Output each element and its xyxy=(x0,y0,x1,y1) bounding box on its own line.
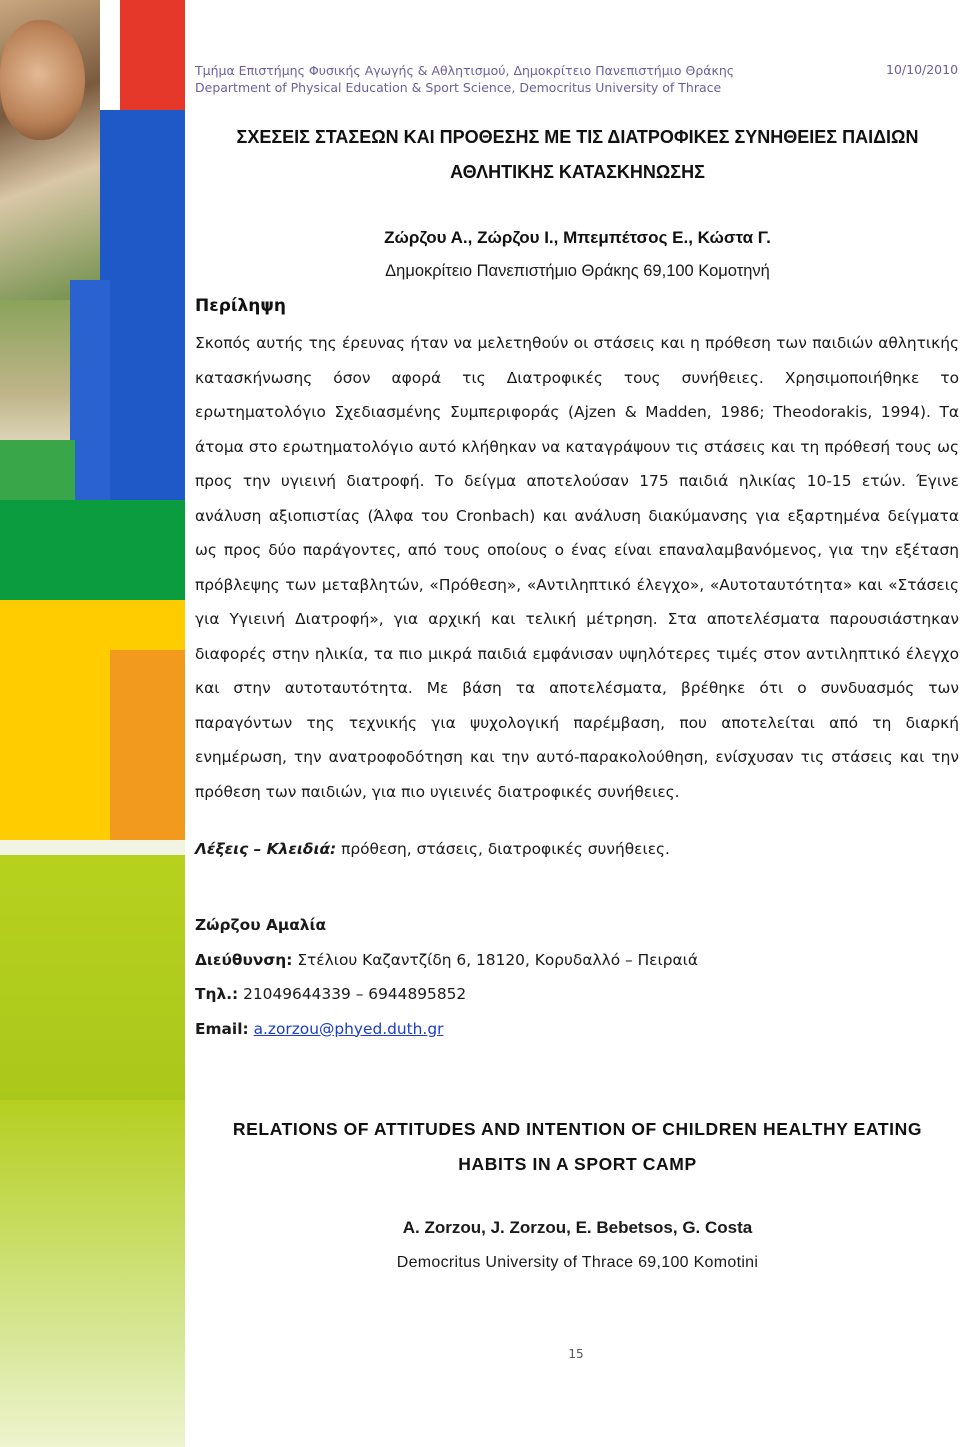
blue-band xyxy=(100,110,185,500)
english-authors: A. Zorzou, J. Zorzou, E. Bebetsos, G. Costa xyxy=(402,1218,753,1237)
blue-band-secondary xyxy=(70,280,110,500)
green-band xyxy=(0,500,185,600)
email-link[interactable]: a.zorzou@phyed.duth.gr xyxy=(253,1019,444,1038)
contact-name: Ζώρζου Αμαλία xyxy=(195,916,327,934)
running-header xyxy=(195,62,734,96)
abstract-heading: Περίληψη xyxy=(195,296,286,316)
keywords-label: Λέξεις – Κλειδιά: xyxy=(195,840,337,858)
address-label: Διεύθυνση: xyxy=(195,950,293,969)
greek-title xyxy=(195,120,960,190)
keywords xyxy=(195,840,960,858)
english-title-line2: HABITS IN A SPORT CAMP xyxy=(458,1154,697,1174)
english-affiliation: Democritus University of Thrace 69,100 Komotini xyxy=(396,1254,759,1271)
email-label: Email: xyxy=(195,1019,249,1038)
english-title xyxy=(195,1112,960,1182)
photo-strip-lower xyxy=(0,300,70,460)
greek-title-line1: ΣΧΕΣΕΙΣ ΣΤΑΣΕΩΝ ΚΑΙ ΠΡΟΘΕΣΗΣ ΜΕ ΤΙΣ ΔΙΑΤΡΟΦΙΚΕΣ ΣΥΝΗΘΕΙΕΣ ΠΑΙΔΙΩΝ xyxy=(236,127,919,147)
page-number: 15 xyxy=(568,1347,584,1361)
english-title-line1: RELATIONS OF ATTITUDES AND INTENTION OF CHILDREN HEALTHY EATING xyxy=(232,1119,923,1139)
header-date: 10/10/2010 xyxy=(886,62,959,77)
greek-authors: Ζώρζου Α., Ζώρζου Ι., Μπεμπέτσος Ε., Κώστα Γ. xyxy=(384,228,771,247)
abstract-paragraph: Σκοπός αυτής της έρευνας ήταν να μελετηθούν οι στάσεις και η πρόθεση των παιδιών αθλητικής κατασκήνωσης όσον αφορά τις Διατροφικές τους συνήθειες. Χρησιμοποιήθηκε το ερωτηματολόγιο Σχεδιασμένης Συμπεριφοράς (Ajzen & Madden, 1986; Theodorakis, 1994). Τα άτομα στο ερωτηματολόγιο αυτό κλήθηκαν να καταγράψουν τις στάσεις και τη πρόθεσή τους ως προς την υγιεινή διατροφή. Το δείγμα αποτελούσαν 175 παιδιά ηλικίας 10-15 ετών. Έγινε ανάλυση αξιοπιστίας (Άλφα του Cronbach) και ανάλυση διακύμανσης για εξαρτημένα δείγματα ως προς δύο παράγοντες, από τους οποίους ο ένας είναι επαναλαμβανόμενος, για την εξέταση πρόβλεψης των μεταβλητών, «Πρόθεση», «Αντιληπτικό έλεγχο», «Αυτοταυτότητα» και «Στάσεις για Υγιεινή Διατροφή», για αρχική και τελική μέτρηση. Στα αποτελέσματα παρουσιάστηκαν διαφορές στην ηλικία, τα πιο μικρά παιδιά εμφάνισαν υψηλότερες τιμές στον αντιληπτικό έλεγχο και στην αυτοταυτότητα. Με βάση τα αποτελέσματα, βρέθηκε ότι ο συνδυασμός των παραγόντων της τεχνικής για ψυχολογική παρέμβαση, που αποτελείται από τη διαρκή ενημέρωση, την ανατροφοδότηση και την αυτό-παρακολούθηση, ενίσχυσαν τις στάσεις και την πρόθεση των παιδιών, για πιο υγιεινές διατροφικές συνήθειες. xyxy=(195,334,959,801)
child-face-photo xyxy=(0,20,85,140)
lime-band-fade xyxy=(0,1100,185,1447)
abstract-body xyxy=(195,326,959,809)
address-text: Στέλιου Καζαντζίδη 6, 18120, Κορυδαλλό – Πειραιά xyxy=(292,950,698,969)
header-english: Department of Physical Education & Sport Science, Democritus University of Thrace xyxy=(195,80,722,95)
header-greek: Τμήμα Επιστήμης Φυσικής Αγωγής & Αθλητισμού, Δημοκρίτειο Πανεπιστήμιο Θράκης xyxy=(195,63,735,78)
greek-title-line2: ΑΘΛΗΤΙΚΗΣ ΚΑΤΑΣΚΗΝΩΣΗΣ xyxy=(450,162,705,182)
phone-text: 21049644339 – 6944895852 xyxy=(238,985,467,1003)
decorative-photo-band xyxy=(0,0,185,1447)
phone-label: Τηλ.: xyxy=(195,985,239,1003)
greek-affiliation: Δημοκρίτειο Πανεπιστήμιο Θράκης 69,100 Κομοτηνή xyxy=(385,262,770,280)
contact-block xyxy=(195,908,960,1046)
keywords-text: πρόθεση, στάσεις, διατροφικές συνήθειες. xyxy=(336,840,670,858)
